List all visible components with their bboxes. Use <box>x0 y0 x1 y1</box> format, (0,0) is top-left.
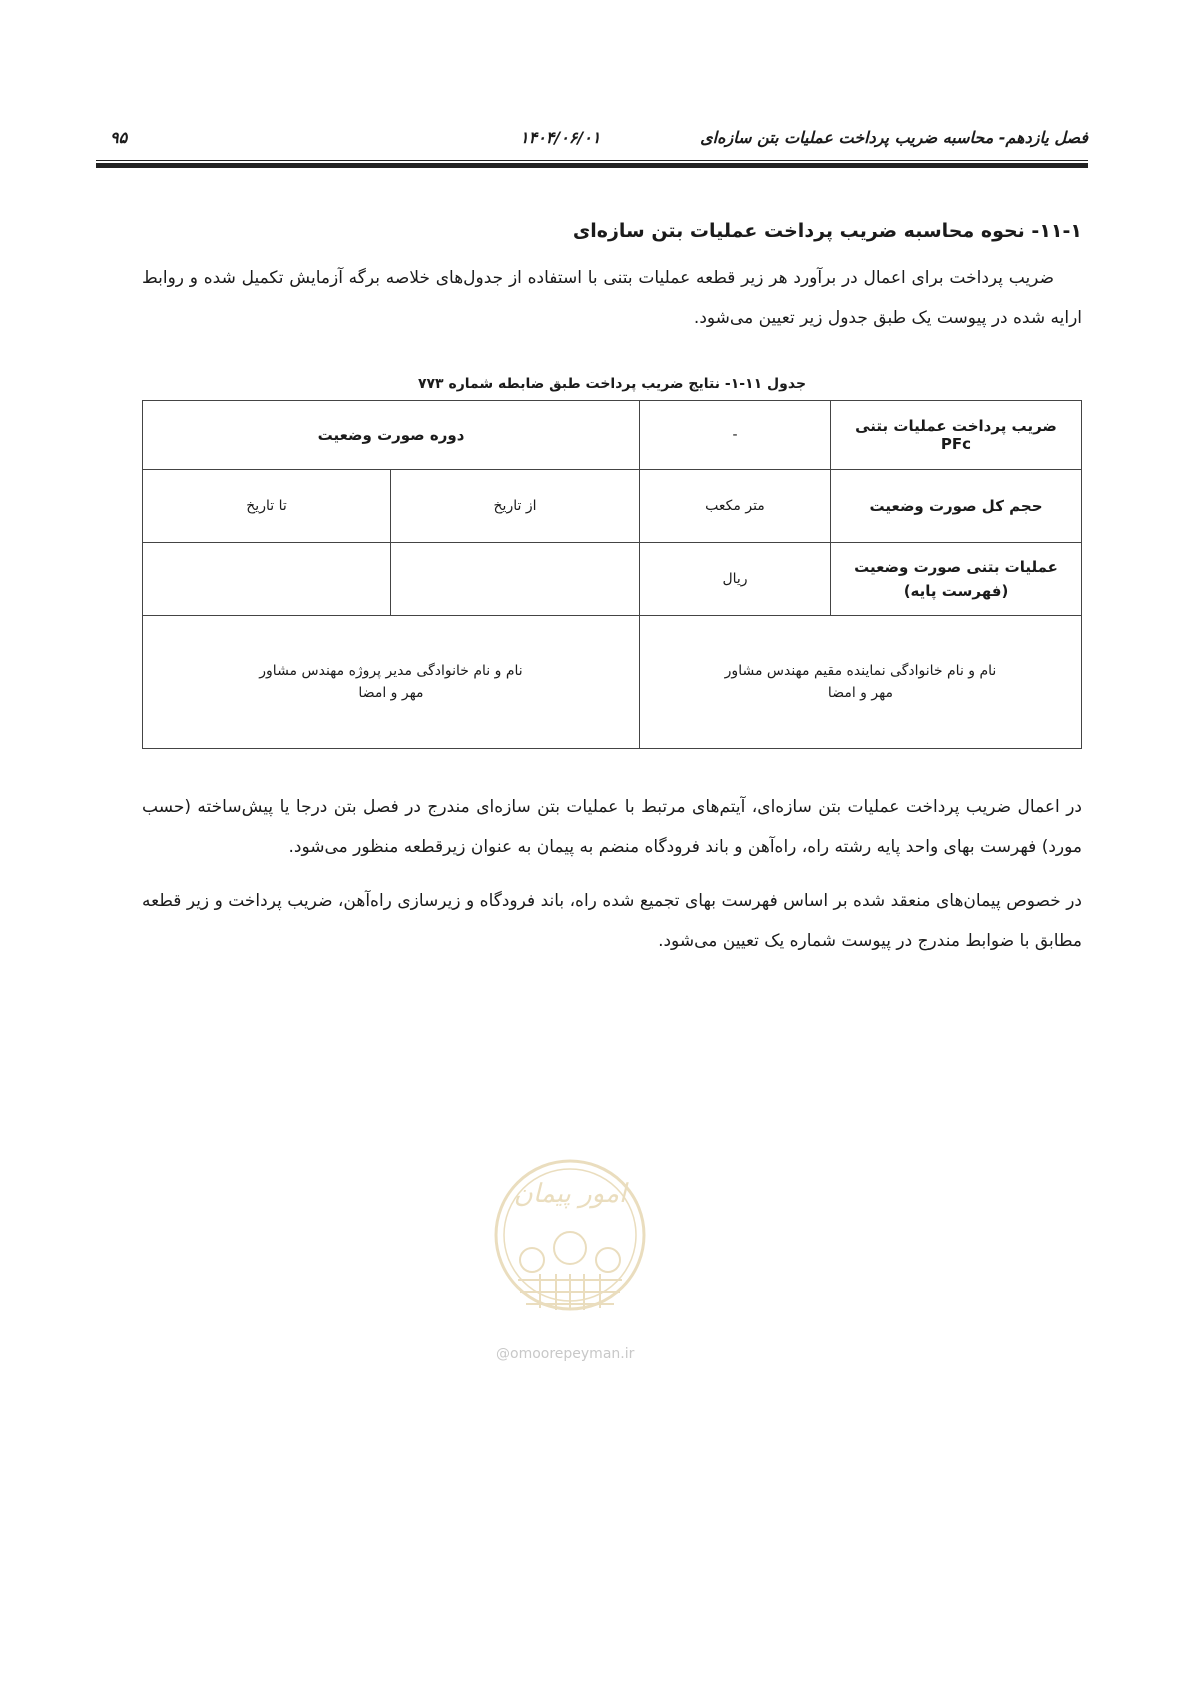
pfc-value-cell: - <box>640 401 831 470</box>
intro-paragraph: ضریب پرداخت برای اعمال در برآورد هر زیر قطعه عملیات بتنی با استفاده از جدول‌های خلاصه برگه آزمایش تکمیل شده و روابط ارایه شده در پیوست یک طبق جدول زیر تعیین می‌شود. <box>142 268 1082 328</box>
pay-factor-table <box>142 400 1082 749</box>
to-date-value-cell <box>143 543 391 616</box>
watermark-logo-icon <box>490 1140 650 1340</box>
rial-unit-cell: ریال <box>640 543 831 616</box>
total-volume-label-cell: حجم کل صورت وضعیت <box>831 470 1082 543</box>
table-row <box>143 470 1082 543</box>
from-date-cell: از تاریخ <box>391 470 640 543</box>
table-row <box>143 616 1082 749</box>
pfc-label-cell: ضریب پرداخت عملیات بتنی PFc <box>831 401 1082 470</box>
table-row <box>143 543 1082 616</box>
page-header <box>96 128 1088 154</box>
paragraph-1: در اعمال ضریب پرداخت عملیات بتن سازه‌ای، آیتم‌های مرتبط با عملیات بتن سازه‌ای مندرج در فصل بتن درجا یا پیش‌ساخته (حسب مورد) فهرست بهای واحد پایه رشته راه، راه‌آهن و باند فرودگاه منضم به پیمان به عنوان زیرقطعه منظور می‌شود. <box>142 797 1082 857</box>
watermark-logo-text: امور پیمان <box>513 1179 627 1209</box>
cubic-meter-unit-cell: متر مکعب <box>640 470 831 543</box>
resident-signature-cell <box>640 616 1082 749</box>
resident-representative-name: نام و نام خانوادگی نماینده مقیم مهندس مشاور <box>724 663 997 679</box>
page-content <box>142 220 1082 975</box>
manager-signature-cell <box>143 616 640 749</box>
period-header-cell: دوره صورت وضعیت <box>143 401 640 470</box>
project-manager-name: نام و نام خانوادگی مدیر پروژه مهندس مشاور <box>259 663 523 679</box>
manager-stamp-signature: مهر و امضا <box>358 685 424 701</box>
header-page-number: ۹۵ <box>110 128 128 147</box>
to-date-cell: تا تاریخ <box>143 470 391 543</box>
paragraph-2: در خصوص پیمان‌های منعقد شده بر اساس فهرست بهای تجمیع شده راه، باند فرودگاه و زیرسازی راه‌آهن، ضریب پرداخت و زیر قطعه مطابق با ضوابط مندرج در پیوست شماره یک تعیین می‌شود. <box>142 891 1082 951</box>
resident-stamp-signature: مهر و امضا <box>827 685 894 701</box>
section-title: ۱۱-۱- نحوه محاسبه ضریب پرداخت عملیات بتن سازه‌ای <box>572 220 1082 242</box>
watermark-url: @omoorepeyman.ir <box>496 1346 635 1362</box>
from-date-value-cell <box>391 543 640 616</box>
concrete-operations-label-line2: (فهرست پایه) <box>903 582 1009 600</box>
table-caption: جدول ۱۱-۱- نتایج ضریب پرداخت طبق ضابطه شماره ۷۷۳ <box>417 376 807 392</box>
body-text <box>142 787 1082 961</box>
header-date: ۱۴۰۴/۰۶/۰۱ <box>520 128 601 147</box>
header-chapter-title: فصل یازدهم- محاسبه ضریب پرداخت عملیات بتن سازه‌ای <box>700 128 1088 147</box>
concrete-operations-label-cell <box>831 543 1082 616</box>
table-row <box>143 401 1082 470</box>
concrete-operations-label-line1: عملیات بتنی صورت وضعیت <box>854 558 1058 576</box>
header-rule-thin <box>96 160 1088 161</box>
header-rule-thick <box>96 163 1088 168</box>
